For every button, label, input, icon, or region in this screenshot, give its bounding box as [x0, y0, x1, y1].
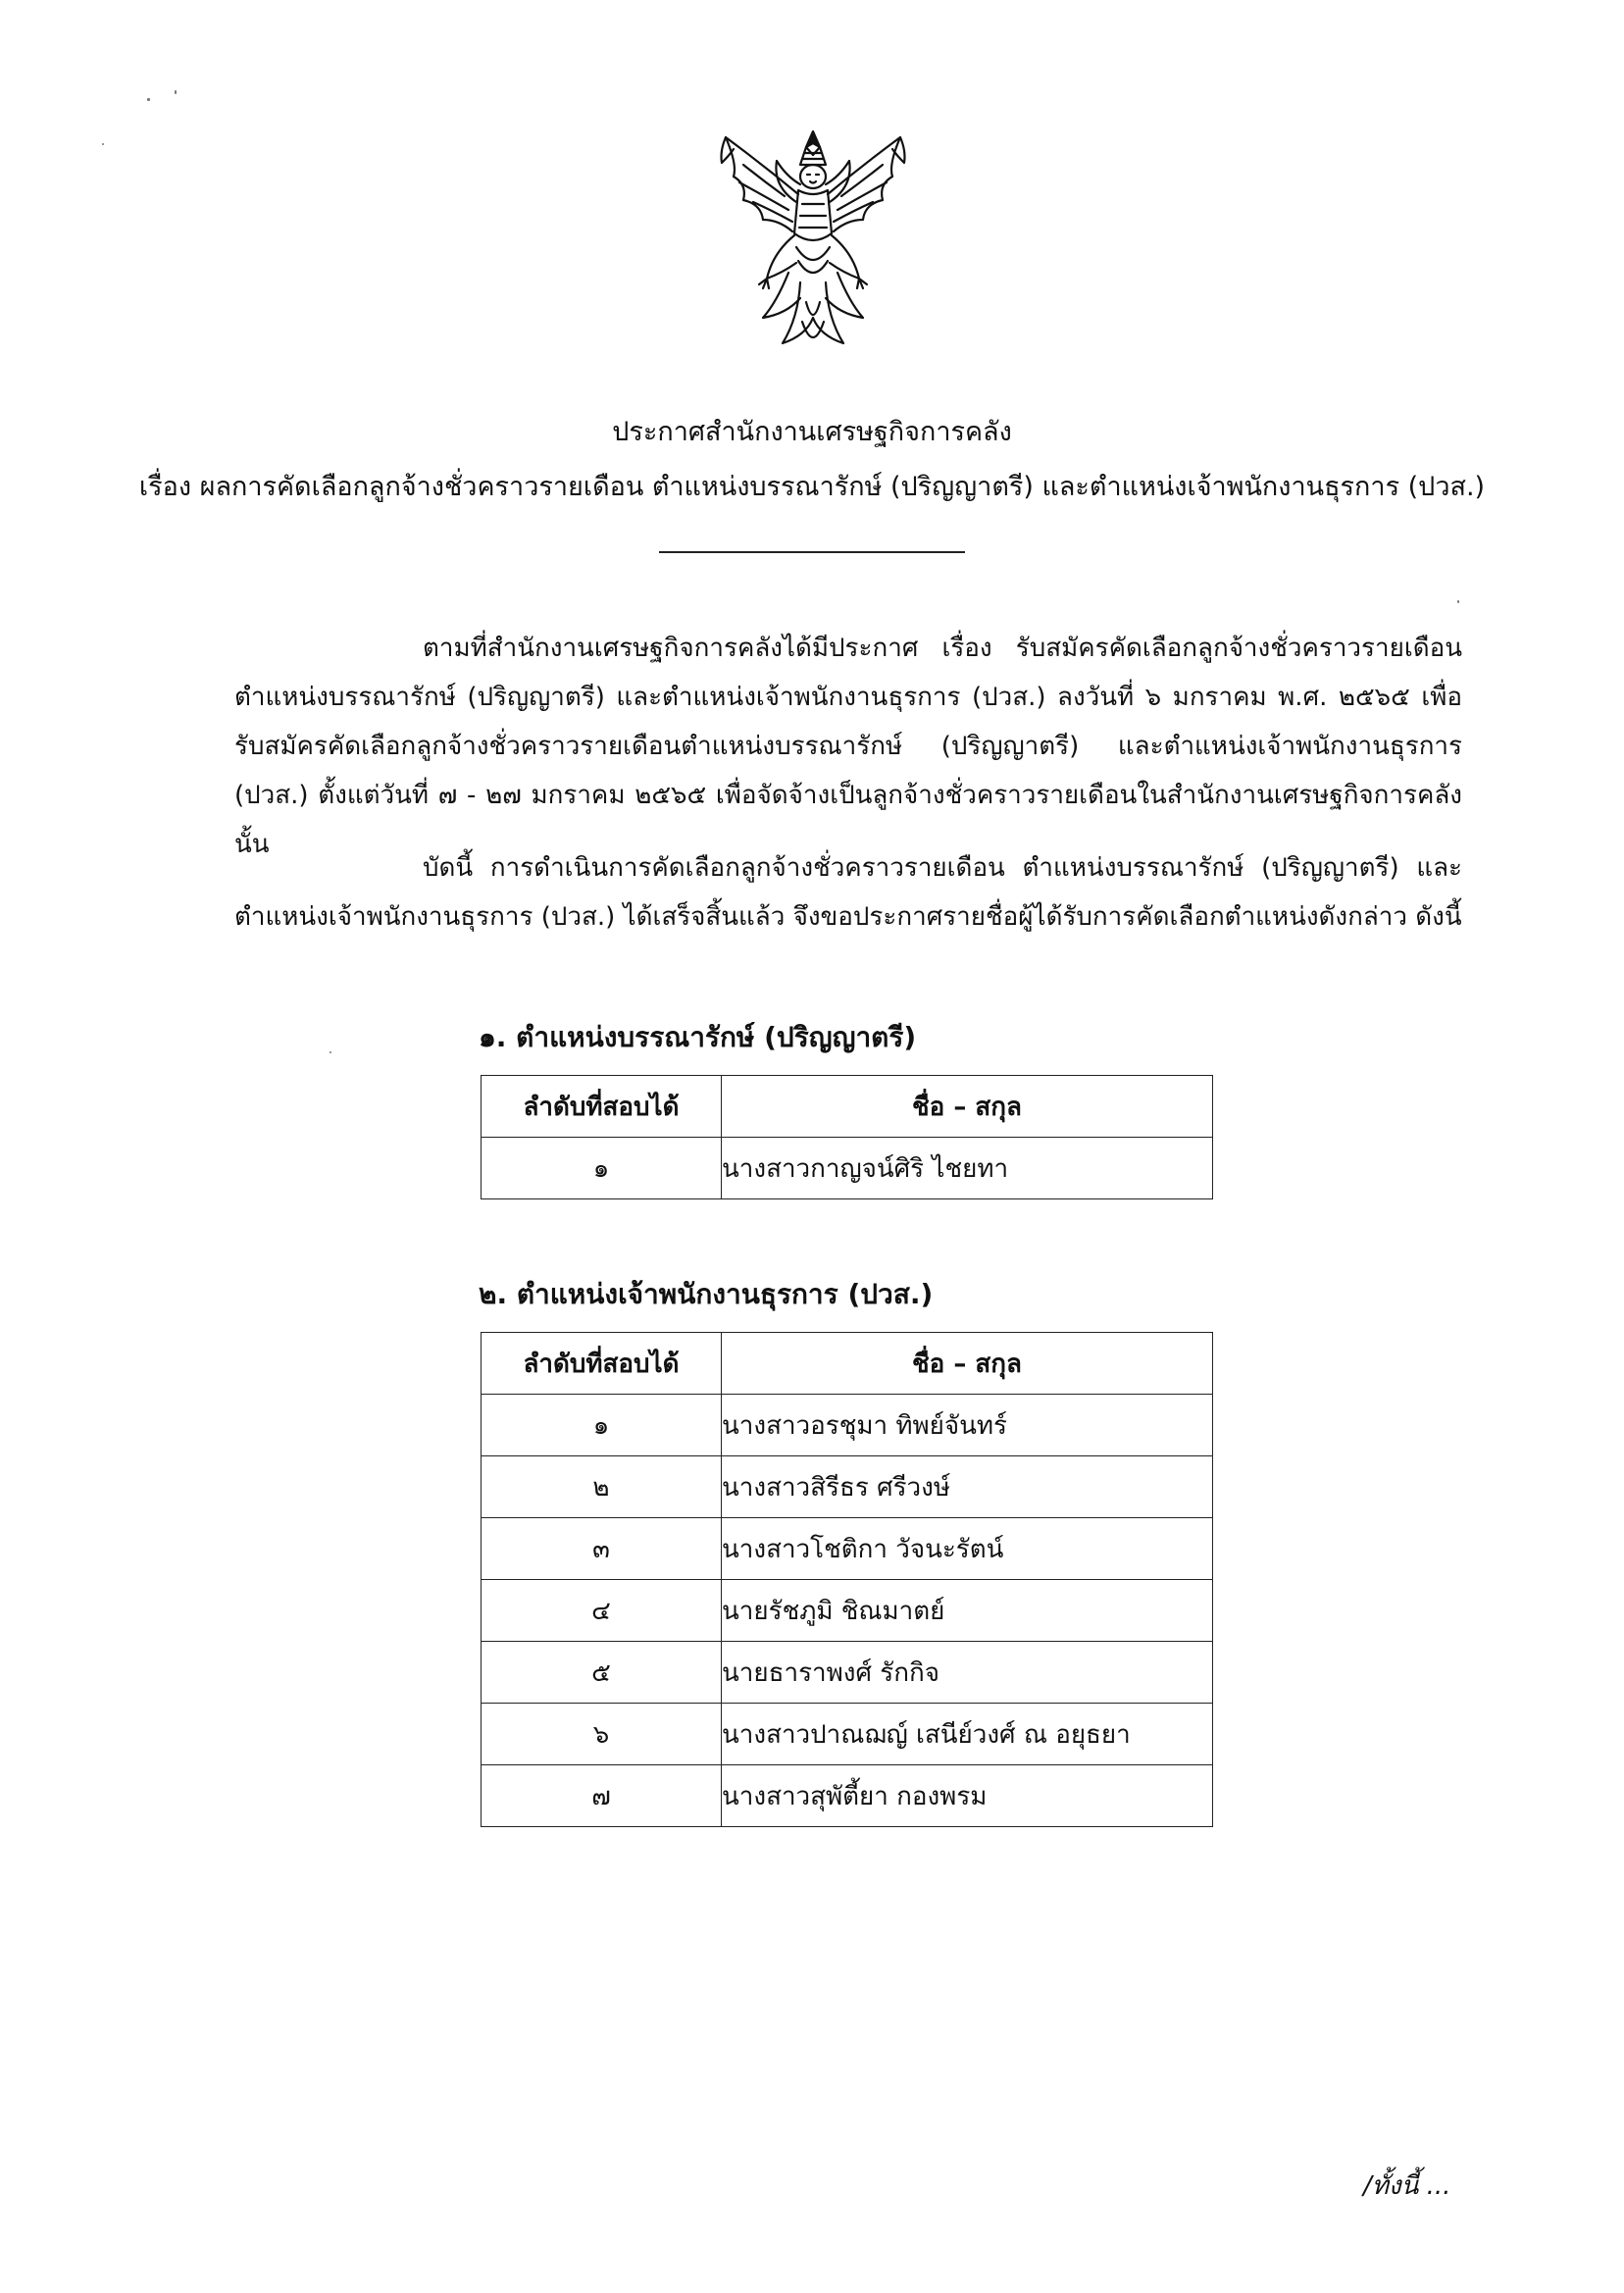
scan-speck [175, 90, 177, 94]
table-row [482, 1704, 1213, 1765]
table-row [482, 1580, 1213, 1642]
table-row [482, 1765, 1213, 1827]
rank-cell: ๑ [482, 1138, 722, 1199]
garuda-emblem [704, 126, 922, 361]
name-cell: นางสาวสิรีธร ศรีวงษ์ [722, 1456, 1213, 1518]
rank-cell: ๒ [482, 1456, 722, 1518]
name-cell: นายธาราพงศ์ รักกิจ [722, 1642, 1213, 1704]
rank-cell: ๑ [482, 1395, 722, 1456]
column-header-rank: ลำดับที่สอบได้ [482, 1076, 722, 1138]
body-paragraph-1: ตามที่สำนักงานเศรษฐกิจการคลังได้มีประกาศ เรื่อง รับสมัครคัดเลือกลูกจ้างชั่วคราวรายเดือน ตำแหน่งบรรณารักษ์ (ปริญญาตรี) และตำแหน่งเจ้าพนักงานธุรการ (ปวส.) ลงวันที่ ๖ มกราคม พ.ศ. ๒๕๖๕ เพื่อรับสมัครคัดเลือกลูกจ้างชั่วคราวรายเดือนตำแหน่งบรรณารักษ์ (ปริญญาตรี) และตำแหน่งเจ้าพนักงานธุรการ (ปวส.) ตั้งแต่วันที่ ๗ - ๒๗ มกราคม ๒๕๖๕ เพื่อจัดจ้างเป็นลูกจ้างชั่วคราวรายเดือนในสำนักงานเศรษฐกิจการคลัง นั้น [234, 634, 1462, 859]
column-header-name: ชื่อ – สกุล [722, 1076, 1213, 1138]
body-paragraph-2: บัดนี้ การดำเนินการคัดเลือกลูกจ้างชั่วคราวรายเดือน ตำแหน่งบรรณารักษ์ (ปริญญาตรี) และตำแหน่งเจ้าพนักงานธุรการ (ปวส.) ได้เสร็จสิ้นแล้ว จึงขอประกาศรายชื่อผู้ได้รับการคัดเลือกตำแหน่งดังกล่าว ดังนี้ [234, 853, 1462, 932]
table-row [482, 1518, 1213, 1580]
scan-speck [147, 98, 150, 101]
column-header-rank: ลำดับที่สอบได้ [482, 1333, 722, 1395]
name-cell: นางสาวกาญจน์ศิริ ไชยทา [722, 1138, 1213, 1199]
table-header-row [482, 1076, 1213, 1138]
column-header-name: ชื่อ – สกุล [722, 1333, 1213, 1395]
rank-cell: ๗ [482, 1765, 722, 1827]
name-cell: นางสาวอรชุมา ทิพย์จันทร์ [722, 1395, 1213, 1456]
table-row [482, 1642, 1213, 1704]
table-row [482, 1395, 1213, 1456]
title-divider [659, 551, 965, 553]
rank-cell: ๔ [482, 1580, 722, 1642]
name-cell: นางสาวโชติกา วัจนะรัตน์ [722, 1518, 1213, 1580]
rank-cell: ๕ [482, 1642, 722, 1704]
name-cell: นายรัชภูมิ ชิณมาตย์ [722, 1580, 1213, 1642]
table-header-row [482, 1333, 1213, 1395]
table-row [482, 1138, 1213, 1199]
section-2-table [481, 1332, 1213, 1827]
announcement-title: ประกาศสำนักงานเศรษฐกิจการคลัง [612, 417, 1012, 447]
announcement-subject: เรื่อง ผลการคัดเลือกลูกจ้างชั่วคราวรายเดือน ตำแหน่งบรรณารักษ์ (ปริญญาตรี) และตำแหน่งเจ้าพนักงานธุรการ (ปวส.) [138, 472, 1486, 502]
name-cell: นางสาวสุพัตี้ยา กองพรม [722, 1765, 1213, 1827]
rank-cell: ๓ [482, 1518, 722, 1580]
table-row [482, 1456, 1213, 1518]
scan-speck [330, 1051, 331, 1053]
page-continuation: /ทั้งนี้ ... [1363, 2171, 1451, 2201]
section-1-table [481, 1075, 1213, 1199]
section-1-title: ๑. ตำแหน่งบรรณารักษ์ (ปริญญาตรี) [479, 1021, 917, 1053]
rank-cell: ๖ [482, 1704, 722, 1765]
section-2-title: ๒. ตำแหน่งเจ้าพนักงานธุรการ (ปวส.) [479, 1278, 934, 1310]
scan-speck [102, 143, 104, 145]
scan-speck [1457, 600, 1459, 603]
name-cell: นางสาวปาณฌญ์ เสนีย์วงศ์ ณ อยุธยา [722, 1704, 1213, 1765]
